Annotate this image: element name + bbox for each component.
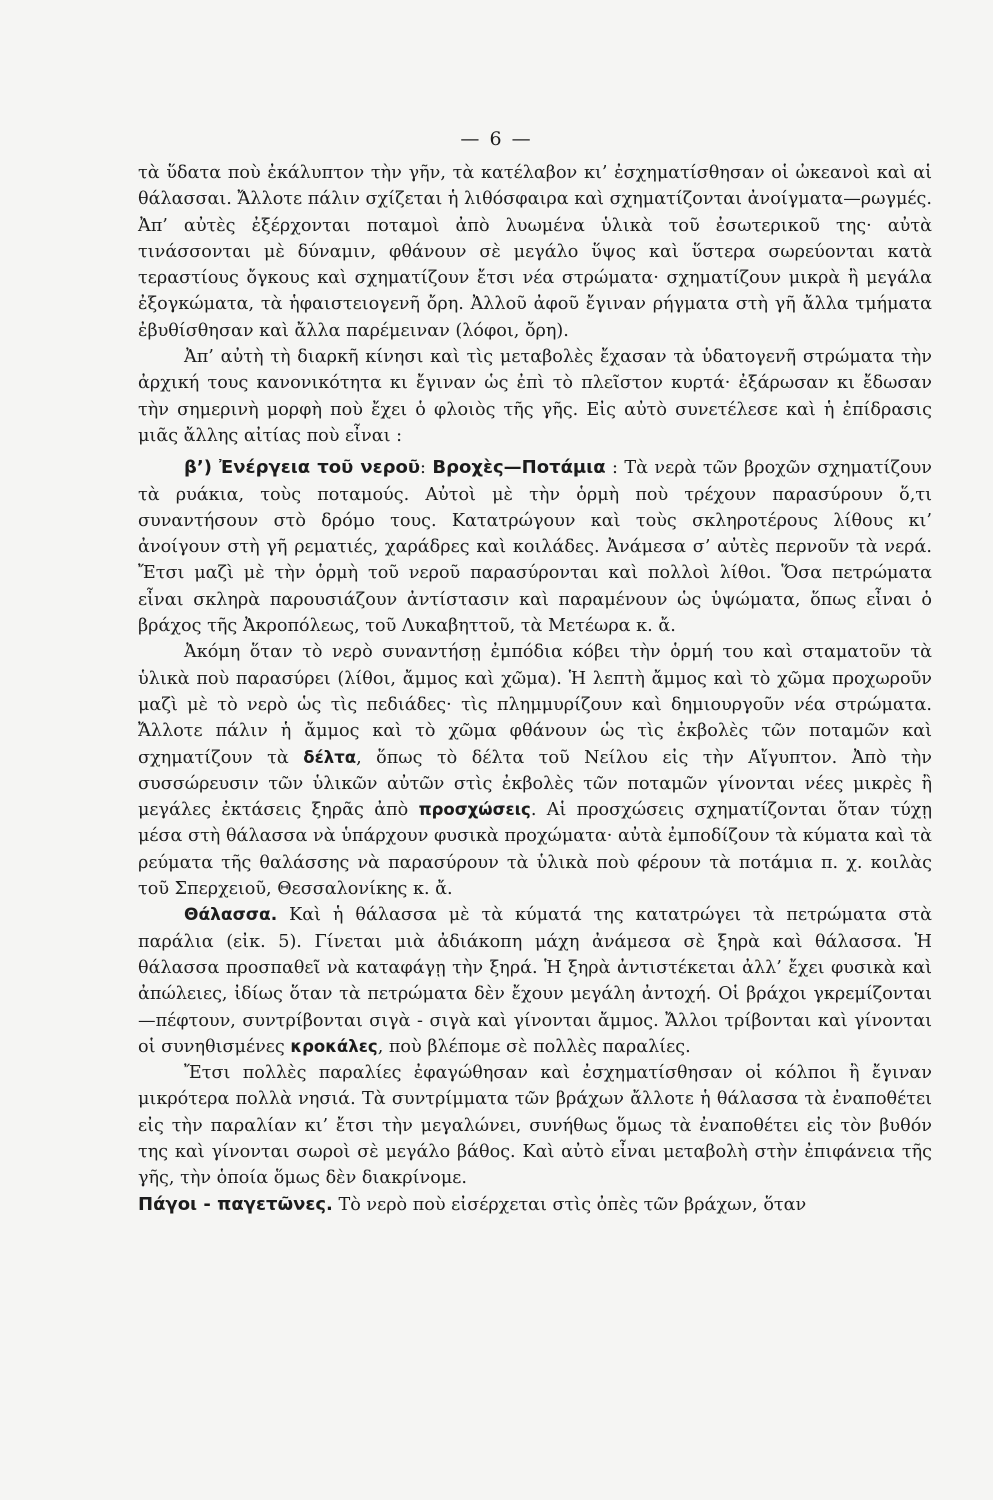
paragraph-3-text: Τὰ νερὰ τῶν βροχῶν σχηματίζουν τὰ ρυάκια, τοὺς ποταμούς. Αὐτοὶ μὲ τὴν ὁρμὴ ποὺ τρέχουν παρασύρουν ὅ,τι συναντήσουν στὸ δρόμο τους. Κατατρώγουν καὶ τοὺς σκληροτέρους λίθους κι’ ἀνοίγουν στὴ γῆ ρεματιές, χαράδρες καὶ κοιλάδες. Ἀνάμεσα σ’ αὐτὲς περνοῦν τὰ νερά. Ἔτσι μαζὶ μὲ τὴν ὁρμὴ τοῦ νεροῦ παρασύρονται καὶ πολλοὶ λίθοι. Ὅσα πετρώματα εἶναι σκληρὰ παρουσιάζουν ἀντίστασιν καὶ παραμένουν ὡς ὑψώματα, ὅπως εἶναι ὁ βράχος τῆς Ἀκροπόλεως, τοῦ Λυκαβηττοῦ, τὰ Μετέωρα κ. ἄ. — [138, 458, 932, 637]
term-delta: δέλτα — [303, 747, 357, 767]
paragraph-3 — [138, 455, 932, 639]
term-pebbles: κροκάλες — [290, 1036, 378, 1056]
paragraph-1 — [138, 160, 932, 344]
paragraph-4 — [138, 639, 932, 902]
paragraph-1-text: τὰ ὕδατα ποὺ ἐκάλυπτον τὴν γῆν, τὰ κατέλαβον κι’ ἐσχηματίσθησαν οἱ ὠκεανοὶ καὶ αἱ θάλασσαι. Ἄλλοτε πάλιν σχίζεται ἡ λιθόσφαιρα καὶ σχηματίζονται ἀνοίγματα—ρωγμές. Ἀπ’ αὐτὲς ἐξέρχονται ποταμοὶ ἀπὸ λυωμένα ὑλικὰ τοῦ ἐσωτερικοῦ της· αὐτὰ τινάσσονται μὲ δύναμιν, φθάνουν σὲ μεγάλο ὕψος καὶ ὕστερα σωρεύονται κατὰ τεραστίους ὄγκους καὶ σχηματίζουν ἔτσι νέα στρώματα· σχηματίζουν μικρὰ ἢ μεγάλα ἐξογκώματα, τὰ ἡφαιστειογενῆ ὄρη. Ἀλλοῦ ἀφοῦ ἔγιναν ρήγματα στὴ γῆ ἄλλα τμήματα ἐβυθίσθησαν καὶ ἄλλα παρέμειναν (λόφοι, ὄρη). — [138, 163, 932, 341]
section-heading-glaciers: Πάγοι - παγετῶνες. — [138, 1193, 333, 1215]
paragraph-5 — [138, 902, 932, 1060]
body-text — [138, 160, 932, 1218]
paragraph-4-text-c: . Αἱ προσχώσεις σχηματίζονται ὅταν τύχῃ μέσα στὴ θάλασσα νὰ ὑπάρχουν φυσικὰ προχώματα· αὐτὰ ἐμποδίζουν τὰ κύματα καὶ τὰ ρεύματα τῆς θαλάσσης νὰ παρασύρουν τὰ ὑλικὰ ποὺ φέρουν τὰ ποτάμια π. χ. κοιλὰς τοῦ Σπερχειοῦ, Θεσσαλονίκης κ. ἄ. — [138, 800, 932, 900]
heading-separator-2: : — [605, 458, 618, 479]
page-number: — 6 — — [460, 128, 533, 150]
paragraph-7-text: Τὸ νερὸ ποὺ εἰσέρχεται στὶς ὀπὲς τῶν βράχων, ὅταν — [332, 1194, 807, 1215]
term-alluvium: προσχώσεις — [418, 800, 531, 820]
section-heading-water-action: β’) Ἐνέργεια τοῦ νεροῦ — [184, 457, 421, 479]
paragraph-6-text: Ἔτσι πολλὲς παραλίες ἐφαγώθησαν καὶ ἐσχηματίσθησαν οἱ κόλποι ἢ ἔγιναν μικρότερα πολλὰ νησιά. Τὰ συντρίμματα τῶν βράχων ἄλλοτε ἡ θάλασσα τὰ ἐναποθέτει εἰς τὴν παραλίαν κι’ ἔτσι τὴν μεγαλώνει, συνήθως ὅμως τὰ ἐναποθέτει εἰς τὸν βυθόν της καὶ γίνονται σωροὶ σὲ μεγάλο βάθος. Καὶ αὐτὸ εἶναι μεταβολὴ στὴν ἐπιφάνεια τῆς γῆς, τὴν ὁποία ὅμως δὲν διακρίνομε. — [138, 1063, 932, 1189]
paragraph-6 — [138, 1060, 932, 1191]
paragraph-4-text-b: , ὅπως τὸ δέλτα τοῦ Νείλου εἰς τὴν Αἴγυπτον. Ἀπὸ τὴν συσσώρευσιν τῶν ὑλικῶν αὐτῶν στὶς ἐκβολὲς τῶν ποταμῶν γίνονται νέες μικρὲς ἢ μεγάλες ἐκτάσεις ξηρᾶς ἀπὸ — [138, 747, 932, 821]
paragraph-5-text-b: , ποὺ βλέπομε σὲ πολλὲς παραλίες. — [377, 1036, 691, 1057]
paragraph-5-text-a: Καὶ ἡ θάλασσα μὲ τὰ κύματά της κατατρώγει τὰ πετρώματα στὰ παράλια (εἰκ. 5). Γίνεται μιὰ ἀδιάκοπη μάχη ἀνάμεσα σὲ ξηρὰ καὶ θάλασσα. Ἡ θάλασσα προσπαθεῖ νὰ καταφάγῃ τὴν ξηρά. Ἡ ξηρὰ ἀντιστέκεται ἀλλ’ ἔχει φυσικὰ καὶ ἀπώλειες, ἰδίως ὅταν τὰ πετρώματα δὲν ἔχουν μεγάλη ἀντοχή. Οἱ βράχοι γκρεμίζονται—πέφτουν, συντρίβονται σιγὰ - σιγὰ καὶ γίνονται ἄμμος. Ἄλλοι τρίβονται καὶ γίνονται οἱ συνηθισμένες — [138, 905, 932, 1057]
paragraph-7 — [138, 1192, 932, 1218]
paragraph-4-text-a: Ἀκόμη ὅταν τὸ νερὸ συναντήσῃ ἐμπόδια κόβει τὴν ὁρμή του καὶ σταματοῦν τὰ ὑλικὰ ποὺ παρασύρει (λίθοι, ἄμμος καὶ χῶμα). Ἡ λεπτὴ ἄμμος καὶ τὸ χῶμα προχωροῦν μαζὶ μὲ τὸ νερὸ ὡς τὶς πεδιάδες· τὶς πλημμυρίζουν καὶ δημιουργοῦν νέα στρώματα. Ἄλλοτε πάλιν ἡ ἄμμος καὶ τὸ χῶμα φθάνουν ὡς τὶς ἐκβολὲς τῶν ποταμῶν καὶ σχηματίζουν τὰ — [138, 642, 932, 768]
paragraph-2-text: Ἀπ’ αὐτὴ τὴ διαρκῆ κίνησι καὶ τὶς μεταβολὲς ἔχασαν τὰ ὑδατογενῆ στρώματα τὴν ἀρχική τους κανονικότητα κι ἔγιναν ὡς ἐπὶ τὸ πλεῖστον κυρτά· ἐξάρωσαν κι ἔδωσαν τὴν σημερινὴ μορφὴ ποὺ ἔχει ὁ φλοιὸς τῆς γῆς. Εἰς αὐτὸ συνετέλεσε καὶ ἡ ἐπίδρασις μιᾶς ἄλλης αἰτίας ποὺ εἶναι : — [138, 347, 932, 446]
paragraph-2 — [138, 344, 932, 449]
subheading-rains-rivers: Βροχὲς—Ποτάμια — [432, 457, 606, 479]
heading-separator: : — [420, 458, 433, 479]
section-heading-sea: Θάλασσα. — [184, 905, 278, 926]
